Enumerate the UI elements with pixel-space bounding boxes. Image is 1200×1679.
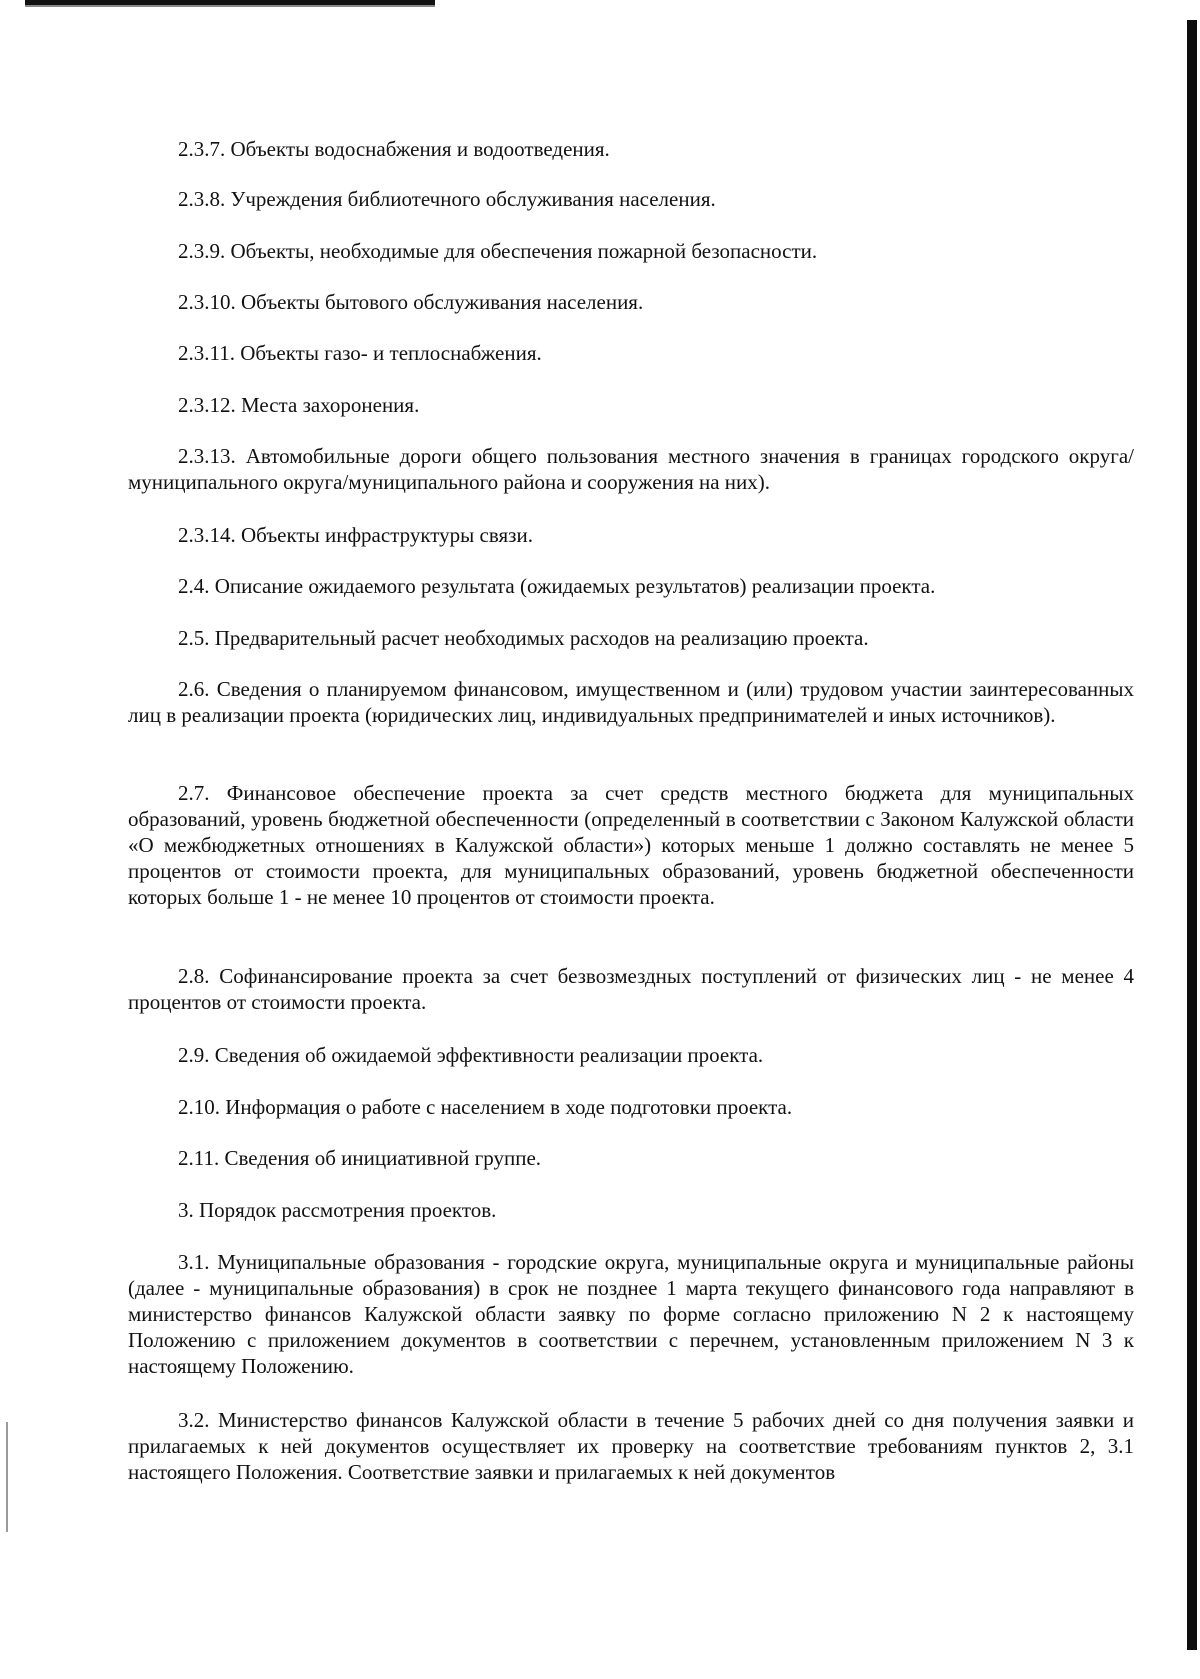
- paragraph-2-4: 2.4. Описание ожидаемого результата (ожидаемых результатов) реализации проекта.: [178, 574, 936, 598]
- paragraph-2-3-14: 2.3.14. Объекты инфраструктуры связи.: [178, 523, 533, 547]
- paragraph-2-9: 2.9. Сведения об ожидаемой эффективности реализации проекта.: [178, 1043, 764, 1067]
- paragraph-2-11: 2.11. Сведения об инициативной группе.: [178, 1146, 542, 1170]
- paragraph-2-5: 2.5. Предварительный расчет необходимых расходов на реализацию проекта.: [178, 626, 869, 650]
- paragraph-2-8: 2.8. Софинансирование проекта за счет безвозмездных поступлений от физических лиц - не менее 4 процентов от стоимости проекта.: [128, 964, 1134, 1014]
- scan-edge-left-mark: [6, 1422, 8, 1532]
- paragraph-2-6: 2.6. Сведения о планируемом финансовом, имущественном и (или) трудовом участии заинтересованных лиц в реализации проекта (юридических лиц, индивидуальных предпринимателей и иных источников).: [128, 677, 1134, 727]
- paragraph-2-3-11: 2.3.11. Объекты газо- и теплоснабжения.: [178, 341, 542, 365]
- paragraph-2-3-13: 2.3.13. Автомобильные дороги общего пользования местного значения в границах городского округа/муниципального округа/муниципального района и сооружения на них).: [128, 444, 1134, 494]
- paragraph-3-1: 3.1. Муниципальные образования - городские округа, муниципальные округа и муниципальные районы (далее - муниципальные образования) в срок не позднее 1 марта текущего финансового года направляют в министерство финансов Калужской области заявку по форме согласно приложению N 2 к настоящему Положению с приложением документов в соответствии с перечнем, установленным приложением N 3 к настоящему Положению.: [128, 1250, 1134, 1378]
- paragraph-2-3-10: 2.3.10. Объекты бытового обслуживания населения.: [178, 290, 644, 314]
- paragraph-2-10: 2.10. Информация о работе с населением в ходе подготовки проекта.: [178, 1095, 793, 1119]
- paragraph-2-7: 2.7. Финансовое обеспечение проекта за счет средств местного бюджета для муниципальных образований, уровень бюджетной обеспеченности (определенный в соответствии с Законом Калужской области «О межбюджетных отношениях в Калужской области») которых меньше 1 должно составлять не менее 5 процентов от стоимости проекта, для муниципальных образований, уровень бюджетной обеспеченности которых больше 1 - не менее 10 процентов от стоимости проекта.: [128, 781, 1134, 909]
- scan-edge-right: [1187, 20, 1197, 1650]
- paragraph-2-3-8: 2.3.8. Учреждения библиотечного обслуживания населения.: [178, 187, 716, 211]
- section-heading-3: 3. Порядок рассмотрения проектов.: [178, 1198, 497, 1222]
- paragraph-2-3-9: 2.3.9. Объекты, необходимые для обеспечения пожарной безопасности.: [178, 239, 818, 263]
- paragraph-2-3-7: 2.3.7. Объекты водоснабжения и водоотведения.: [178, 137, 610, 161]
- paragraph-3-2: 3.2. Министерство финансов Калужской области в течение 5 рабочих дней со дня получения заявки и прилагаемых к ней документов осуществляет их проверку на соответствие требованиям пунктов 2, 3.1 настоящего Положения. Соответствие заявки и прилагаемых к ней документов: [128, 1408, 1134, 1484]
- scan-edge-top-shadow: [25, 5, 435, 7]
- paragraph-2-3-12: 2.3.12. Места захоронения.: [178, 393, 420, 417]
